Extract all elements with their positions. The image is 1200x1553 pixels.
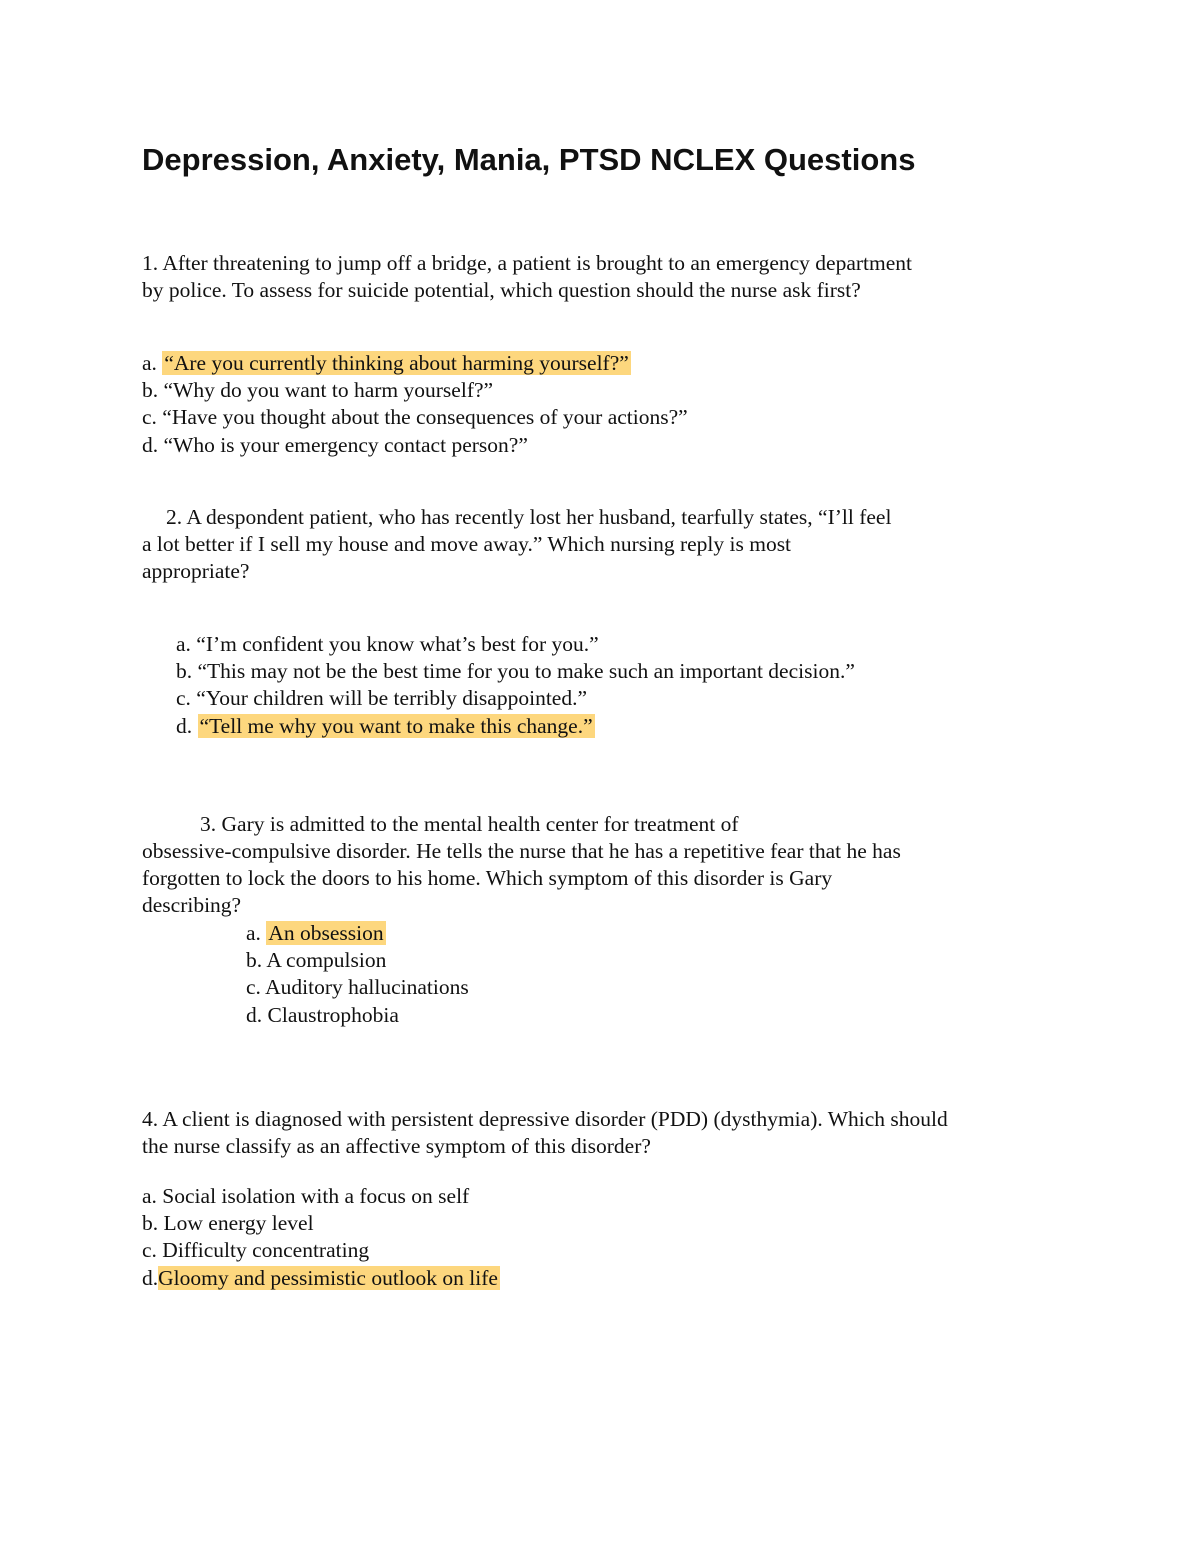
answer-option [142,403,688,431]
question-3-stem-line: 3. Gary is admitted to the mental health center for treatment of [200,812,739,836]
option-letter: a. [142,351,157,375]
option-text: Auditory hallucinations [265,975,469,999]
option-letter: c. [142,405,157,429]
option-text-highlighted: An obsession [268,921,384,945]
option-text-highlighted: Gloomy and pessimistic outlook on life [158,1266,498,1290]
option-text: “I’m confident you know what’s best for you.” [196,632,599,656]
option-letter: b. [176,659,193,683]
option-letter: c. [142,1238,157,1262]
option-letter: d. [142,433,159,457]
option-letter: b. [246,948,263,972]
option-text: “Have you thought about the consequences of your actions?” [162,405,688,429]
option-text: “Why do you want to harm yourself?” [163,378,494,402]
option-text-highlighted: “Tell me why you want to make this change.” [199,714,593,738]
answer-option [176,684,587,712]
answer-option [176,657,855,685]
page-title: Depression, Anxiety, Mania, PTSD NCLEX Questions [142,142,916,177]
answer-option [246,919,386,947]
question-2-stem-line: 2. A despondent patient, who has recently lost her husband, tearfully states, “I’ll feel [166,505,892,529]
option-text: A compulsion [266,948,387,972]
question-3-stem-line: describing? [142,893,242,917]
question-4-stem-line: 4. A client is diagnosed with persistent depressive disorder (PDD) (dysthymia). Which should [142,1107,948,1131]
option-text: Difficulty concentrating [162,1238,370,1262]
answer-option [142,1182,469,1210]
question-4-stem-line: the nurse classify as an affective symptom of this disorder? [142,1134,651,1158]
option-letter: c. [176,686,191,710]
option-text: “Who is your emergency contact person?” [163,433,528,457]
option-letter: a. [142,1184,157,1208]
answer-option [142,376,493,404]
question-1-stem-line: by police. To assess for suicide potential, which question should the nurse ask first? [142,278,861,302]
option-text: Social isolation with a focus on self [162,1184,470,1208]
option-text: Claustrophobia [267,1003,399,1027]
answer-option [142,1264,500,1292]
option-letter: b. [142,1211,159,1235]
answer-option [142,349,631,377]
answer-option [246,973,469,1001]
answer-option [246,1001,399,1029]
option-letter: a. [176,632,191,656]
option-letter: d. [176,714,193,738]
option-letter: d. [246,1003,263,1027]
answer-option [142,1209,314,1237]
answer-option [142,431,528,459]
option-text-highlighted: “Are you currently thinking about harming yourself?” [164,351,629,375]
answer-option [176,712,595,740]
answer-option [176,630,599,658]
option-letter: a. [246,921,261,945]
question-2-stem-line: appropriate? [142,559,250,583]
question-3-stem-line: obsessive-compulsive disorder. He tells the nurse that he has a repetitive fear that he has [142,839,901,863]
answer-option [246,946,386,974]
question-1-stem-line: 1. After threatening to jump off a bridge, a patient is brought to an emergency department [142,251,912,275]
option-text: Low energy level [163,1211,314,1235]
answer-option [142,1236,369,1264]
option-letter: d. [142,1266,159,1290]
option-text: “Your children will be terribly disappointed.” [196,686,588,710]
question-3-stem-line: forgotten to lock the doors to his home. Which symptom of this disorder is Gary [142,866,833,890]
question-2-stem-line: a lot better if I sell my house and move away.” Which nursing reply is most [142,532,792,556]
option-text: “This may not be the best time for you to make such an important decision.” [197,659,855,683]
option-letter: b. [142,378,159,402]
option-letter: c. [246,975,261,999]
